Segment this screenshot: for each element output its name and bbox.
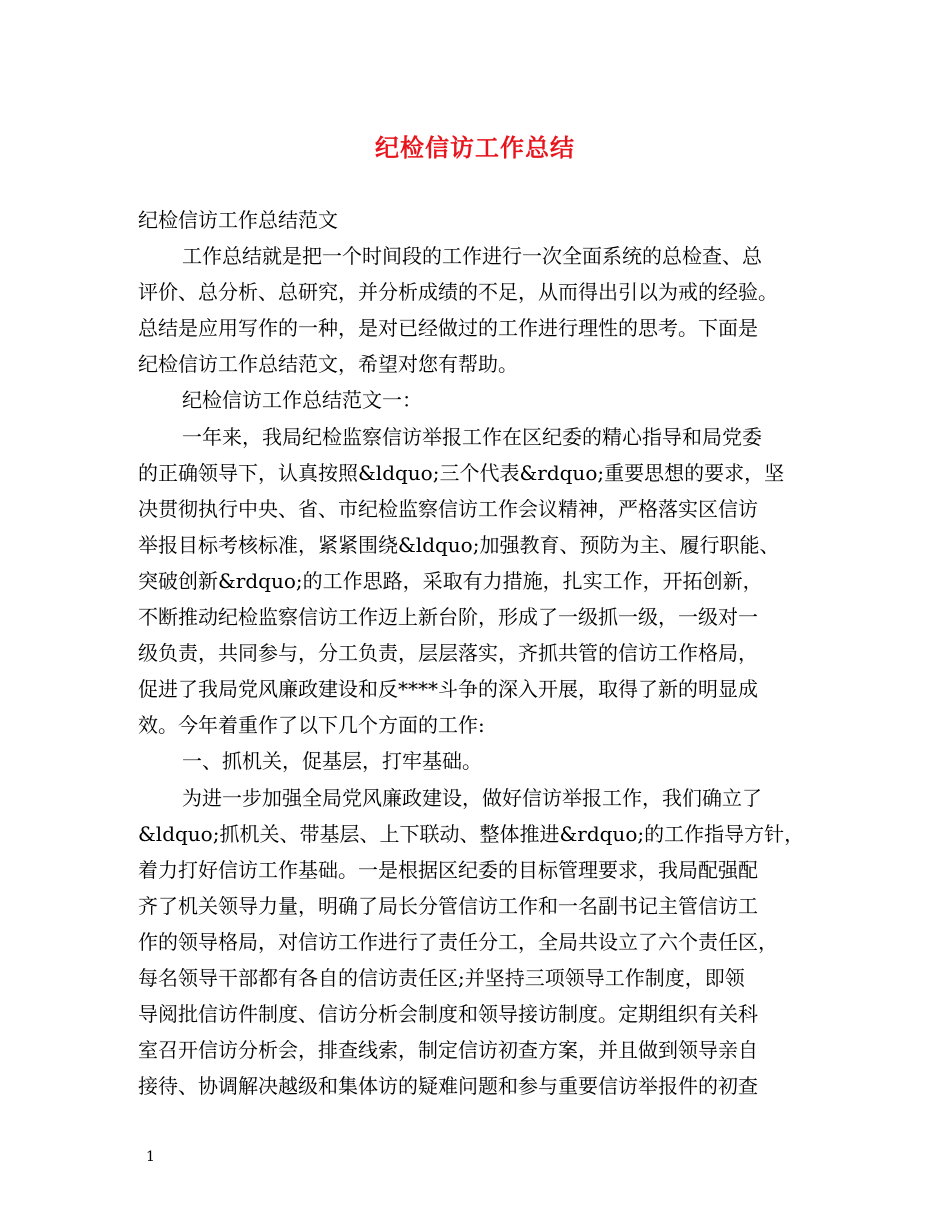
- paragraph-line: 一年来，我局纪检监察信访举报工作在区纪委的精心指导和局党委: [182, 424, 762, 449]
- paragraph-line: 导阅批信访件制度、信访分析会制度和领导接访制度。定期组织有关科: [138, 1002, 758, 1027]
- paragraph-line: 接待、协调解决越级和集体访的疑难问题和参与重要信访举报件的初查: [138, 1074, 758, 1099]
- paragraph-line: 工作总结就是把一个时间段的工作进行一次全面系统的总检查、总: [182, 244, 762, 269]
- paragraph-line: 作的领导格局，对信访工作进行了责任分工，全局共设立了六个责任区，: [138, 929, 778, 954]
- paragraph-line: 齐了机关领导力量，明确了局长分管信访工作和一名副书记主管信访工: [138, 893, 758, 918]
- paragraph-line: 突破创新&rdquo;的工作思路，采取有力措施，扎实工作，开拓创新，: [138, 568, 763, 593]
- paragraph-line: 效。今年着重作了以下几个方面的工作:: [138, 713, 485, 738]
- paragraph-line: 举报目标考核标准，紧紧围绕&ldquo;加强教育、预防为主、履行职能、: [138, 532, 780, 557]
- paragraph-line: 促进了我局党风廉政建设和反****斗争的深入开展，取得了新的明显成: [138, 677, 758, 702]
- paragraph-line: 着力打好信访工作基础。一是根据区纪委的目标管理要求，我局配强配: [138, 857, 758, 882]
- paragraph-line: 总结是应用写作的一种，是对已经做过的工作进行理性的思考。下面是: [138, 316, 758, 341]
- paragraph-line: 的正确领导下，认真按照&ldquo;三个代表&rdquo;重要思想的要求，坚: [138, 460, 785, 485]
- subtitle-line: 纪检信访工作总结范文: [138, 208, 338, 232]
- paragraph-line: 评价、总分析、总研究，并分析成绩的不足，从而得出引以为戒的经验。: [138, 280, 778, 305]
- paragraph-line: 每名领导干部都有各自的信访责任区;并坚持三项领导工作制度，即领: [138, 965, 745, 990]
- paragraph-line: &ldquo;抓机关、带基层、上下联动、整体推进&rdquo;的工作指导方针，: [138, 821, 805, 846]
- paragraph-line: 决贯彻执行中央、省、市纪检监察信访工作会议精神，严格落实区信访: [138, 496, 758, 521]
- paragraph-line: 为进一步加强全局党风廉政建设，做好信访举报工作，我们确立了: [182, 785, 762, 810]
- page-number: 1: [146, 1149, 155, 1165]
- paragraph-line: 不断推动纪检监察信访工作迈上新台阶，形成了一级抓一级，一级对一: [138, 605, 758, 630]
- document-title: 纪检信访工作总结: [375, 133, 575, 162]
- section-heading-line: 纪检信访工作总结范文一：: [182, 388, 422, 413]
- paragraph-line: 级负责，共同参与，分工负责，层层落实，齐抓共管的信访工作格局，: [138, 641, 758, 666]
- paragraph-line: 室召开信访分析会，排查线索，制定信访初查方案，并且做到领导亲自: [138, 1038, 758, 1063]
- paragraph-line: 纪检信访工作总结范文，希望对您有帮助。: [138, 352, 518, 377]
- document-body: [138, 202, 828, 1104]
- section-heading-line: 一、抓机关，促基层，打牢基础。: [182, 749, 482, 774]
